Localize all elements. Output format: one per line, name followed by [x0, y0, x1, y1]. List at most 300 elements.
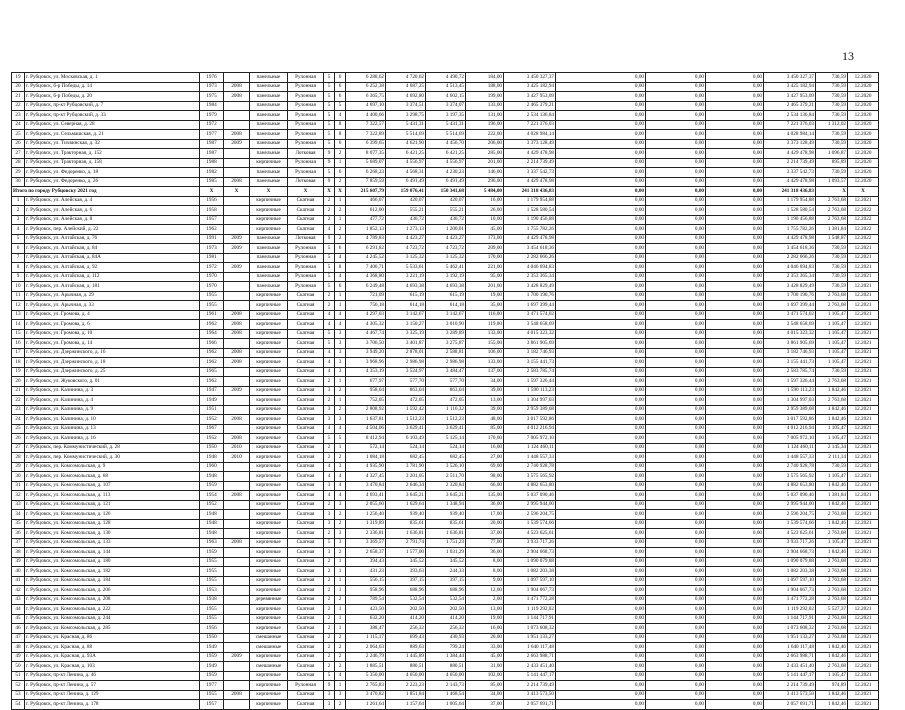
- table-cell: 2 145,34: [816, 443, 848, 453]
- table-cell: г. Рубцовск, ул. Громова, д. 6: [25, 320, 200, 330]
- table-cell: 394,43: [346, 557, 386, 567]
- table-cell: 8,00: [466, 567, 504, 577]
- table-cell: 1 190 456,88: [504, 215, 556, 225]
- table-cell: 0,00: [706, 643, 764, 653]
- table-cell: [224, 73, 250, 83]
- table-cell: 5: [324, 139, 335, 149]
- table-cell: 2008: [224, 358, 250, 368]
- table-cell: 8: [335, 130, 346, 140]
- table-cell: 0,00: [706, 272, 764, 282]
- table-cell: Скатная: [288, 472, 324, 482]
- table-row: [12, 149, 879, 159]
- table-cell: 2 904 668,73: [504, 548, 556, 558]
- table-cell: Скатная: [288, 367, 324, 377]
- table-cell: 0,00: [706, 614, 764, 624]
- table-cell: 0,00: [556, 244, 646, 254]
- table-cell: 1975: [200, 92, 224, 102]
- table-cell: 0,00: [556, 225, 646, 235]
- table-cell: 1 105,47: [816, 671, 848, 681]
- table-cell: 0,00: [556, 586, 646, 596]
- table-cell: 12.2021: [848, 405, 879, 415]
- table-cell: 477,72: [346, 215, 386, 225]
- table-row: [12, 633, 879, 643]
- table-cell: 0,00: [706, 415, 764, 425]
- table-cell: 12.2020: [848, 149, 879, 159]
- table-cell: 1977: [200, 681, 224, 691]
- table-cell: 1 384,44: [426, 652, 466, 662]
- table-cell: 17,00: [466, 510, 504, 520]
- table-cell: 614,18: [386, 301, 426, 311]
- table-cell: 0,00: [556, 310, 646, 320]
- table-cell: 4 012 216,94: [764, 424, 816, 434]
- table-cell: 0,00: [646, 681, 706, 691]
- table-cell: 0,00: [646, 567, 706, 577]
- table-cell: 1962: [200, 348, 224, 358]
- table-cell: 0,00: [646, 320, 706, 330]
- table-cell: 9: [324, 234, 335, 244]
- table-cell: 0,00: [556, 367, 646, 377]
- table-cell: 2008: [224, 415, 250, 425]
- table-cell: г. Рубцовск, ул. Московская, д. 1: [25, 73, 200, 83]
- table-cell: 2 763,68: [816, 662, 848, 672]
- table-cell: 13,00: [466, 605, 504, 615]
- table-cell: 2: [335, 149, 346, 159]
- table-cell: 53: [12, 690, 25, 700]
- table-cell: 1 842,46: [816, 548, 848, 558]
- table-cell: 0,00: [556, 149, 646, 159]
- table-cell: 1 105,47: [816, 434, 848, 444]
- table-cell: 4 621,90: [386, 139, 426, 149]
- table-cell: 3: [335, 529, 346, 539]
- table-cell: г. Рубцовск, ул. Комсомольская, д. 222: [25, 605, 200, 615]
- table-cell: 12,00: [466, 586, 504, 596]
- table-cell: 3 645,21: [386, 491, 426, 501]
- table-cell: 0,00: [556, 130, 646, 140]
- table-cell: 296,00: [466, 177, 504, 187]
- table-cell: 0,00: [556, 662, 646, 672]
- table-cell: [224, 272, 250, 282]
- table-cell: 3 471 574,02: [764, 310, 816, 320]
- table-cell: Рулонная: [288, 101, 324, 111]
- table-cell: 3: [335, 538, 346, 548]
- table-cell: г. Рубцовск, ул. Алтайская, д. 76: [25, 234, 200, 244]
- table-cell: Скатная: [288, 481, 324, 491]
- table-cell: 0,00: [646, 187, 706, 197]
- table-cell: 2 143,73: [426, 681, 466, 691]
- table-cell: 202,50: [426, 605, 466, 615]
- table-cell: 730,59: [816, 111, 848, 121]
- table-cell: 880,51: [386, 662, 426, 672]
- table-row: [12, 244, 879, 254]
- table-cell: 0,00: [706, 130, 764, 140]
- table-row: [12, 253, 879, 263]
- table-cell: 2 740 928,78: [504, 462, 556, 472]
- table-cell: 3 427 953,09: [504, 92, 556, 102]
- table-row: [12, 529, 879, 539]
- table-cell: 2 336,81: [346, 529, 386, 539]
- table-cell: 1959: [200, 652, 224, 662]
- table-cell: 1 852,13: [346, 225, 386, 235]
- table-cell: панельные: [250, 73, 288, 83]
- table-cell: 1 448 557,33: [504, 453, 556, 463]
- table-cell: 3 182 746,93: [764, 348, 816, 358]
- table-cell: 1 116,32: [426, 405, 466, 415]
- table-cell: 2: [324, 196, 335, 206]
- table-cell: 397,15: [386, 576, 426, 586]
- table-cell: г. Рубцовск, ул. Комсомольская, д. 128: [25, 519, 200, 529]
- table-cell: 4: [335, 491, 346, 501]
- table-row: [12, 462, 879, 472]
- table-cell: 1956: [200, 196, 224, 206]
- table-cell: 1 119 292,02: [504, 605, 556, 615]
- table-cell: 2 064,63: [346, 643, 386, 653]
- table-cell: 0,00: [706, 453, 764, 463]
- table-cell: 12.2021: [848, 320, 879, 330]
- table-cell: 4 327,45: [346, 472, 386, 482]
- table-cell: 1 640 117,48: [764, 643, 816, 653]
- table-cell: 4 687,25: [386, 82, 426, 92]
- table-cell: Скатная: [288, 567, 324, 577]
- table-cell: 3 182 746,93: [504, 348, 556, 358]
- table-cell: 5: [324, 329, 335, 339]
- table-row: [12, 424, 879, 434]
- table-cell: 0,00: [646, 472, 706, 482]
- table-cell: 1 105,47: [816, 320, 848, 330]
- table-cell: 31: [12, 481, 25, 491]
- table-cell: 7: [12, 253, 25, 263]
- table-cell: 1 115,17: [346, 633, 386, 643]
- table-cell: г. Рубцовск, ул. Комсомольская, д. 206: [25, 586, 200, 596]
- table-cell: 2 433 451,40: [764, 662, 816, 672]
- table-cell: 4 523 625,61: [504, 529, 556, 539]
- table-cell: г. Рубцовск, ул. Красная, д. 93А: [25, 652, 200, 662]
- table-cell: кирпичные: [250, 567, 288, 577]
- table-cell: 2: [324, 500, 335, 510]
- table-cell: 789,54: [346, 595, 386, 605]
- table-cell: 0,00: [646, 367, 706, 377]
- table-cell: 699,43: [386, 633, 426, 643]
- table-cell: 1: [335, 301, 346, 311]
- table-cell: 1 842,46: [816, 652, 848, 662]
- table-cell: 0,00: [646, 244, 706, 254]
- table-cell: панельные: [250, 272, 288, 282]
- table-cell: 1 105,47: [816, 472, 848, 482]
- table-cell: 12.2020: [848, 120, 879, 130]
- table-cell: 1984: [200, 101, 224, 111]
- table-cell: 1 755 782,26: [504, 225, 556, 235]
- table-cell: 1967: [200, 424, 224, 434]
- table-cell: 1: [12, 196, 25, 206]
- table-cell: 222,00: [466, 130, 504, 140]
- table-cell: 3 010,90: [426, 320, 466, 330]
- table-cell: 3 413 573,50: [764, 690, 816, 700]
- table-cell: 3 150,27: [386, 320, 426, 330]
- table-cell: 0,00: [646, 358, 706, 368]
- table-cell: 6 399,65: [346, 139, 386, 149]
- table-cell: 1987: [200, 149, 224, 159]
- table-cell: 730,59: [816, 92, 848, 102]
- table-cell: 5 484,00: [466, 187, 504, 197]
- table-cell: Скатная: [288, 500, 324, 510]
- table-cell: г. Рубцовск, ул. Комсомольская, д. 180: [25, 557, 200, 567]
- table-cell: 1982: [200, 168, 224, 178]
- table-cell: 730,59: [816, 272, 848, 282]
- table-cell: [224, 472, 250, 482]
- table-cell: Скатная: [288, 225, 324, 235]
- table-cell: 2 995 944,00: [504, 500, 556, 510]
- table-cell: 16,00: [466, 624, 504, 634]
- table-cell: 0,00: [556, 187, 646, 197]
- table-cell: 2: [335, 633, 346, 643]
- table-cell: 21: [12, 386, 25, 396]
- table-cell: 3: [324, 386, 335, 396]
- table-cell: панельные: [250, 168, 288, 178]
- table-cell: 38: [12, 548, 25, 558]
- table-cell: 2 055,60: [346, 500, 386, 510]
- table-cell: 0,00: [556, 443, 646, 453]
- table-cell: 12.2021: [848, 329, 879, 339]
- table-cell: кирпичные: [250, 377, 288, 387]
- table-cell: Скатная: [288, 643, 324, 653]
- table-cell: 12.2021: [848, 272, 879, 282]
- table-cell: 472,05: [426, 396, 466, 406]
- table-cell: 3 471 574,02: [504, 310, 556, 320]
- table-cell: 5 037 090,46: [504, 491, 556, 501]
- table-cell: 4: [335, 320, 346, 330]
- table-cell: 1955: [200, 576, 224, 586]
- table-cell: 12.2021: [848, 415, 879, 425]
- table-cell: Скатная: [288, 206, 324, 216]
- table-cell: 1970: [200, 282, 224, 292]
- table-cell: 41: [12, 576, 25, 586]
- table-cell: Рулонная: [288, 681, 324, 691]
- table-cell: 0,00: [706, 700, 764, 710]
- table-cell: кирпичные: [250, 548, 288, 558]
- table-cell: 5: [324, 73, 335, 83]
- table-cell: г. Рубцовск, ул. Калинина, д. 10: [25, 415, 200, 425]
- table-cell: 32: [12, 491, 25, 501]
- table-cell: 1: [335, 377, 346, 387]
- table-cell: 159 076,41: [386, 187, 426, 197]
- table-cell: 3 373 128,49: [764, 139, 816, 149]
- table-cell: 1965: [200, 367, 224, 377]
- table-cell: 1 751,23: [426, 538, 466, 548]
- table-cell: 39,00: [466, 405, 504, 415]
- table-cell: 5 125,14: [426, 434, 466, 444]
- table-cell: панельные: [250, 282, 288, 292]
- table-cell: 1955: [200, 605, 224, 615]
- table-cell: 3: [335, 348, 346, 358]
- table-cell: г. Рубцовск, ул. Алейская, д. 4: [25, 196, 200, 206]
- table-cell: 12.2020: [848, 168, 879, 178]
- table-cell: [224, 519, 250, 529]
- table-cell: 34: [12, 510, 25, 520]
- table-cell: 1 448 557,33: [764, 453, 816, 463]
- table-cell: 1 842,46: [816, 386, 848, 396]
- table-cell: 0,00: [646, 130, 706, 140]
- table-cell: 37,00: [466, 700, 504, 710]
- table-cell: Скатная: [288, 415, 324, 425]
- table-cell: 48: [12, 643, 25, 653]
- table-cell: 1949: [200, 396, 224, 406]
- table-row: [12, 405, 879, 415]
- table-cell: 2: [335, 595, 346, 605]
- table-cell: г. Рубцовск, ул. Алтайская, д. 92: [25, 263, 200, 273]
- table-cell: 4 720,62: [386, 73, 426, 83]
- table-cell: 1 539 574,66: [764, 519, 816, 529]
- table-cell: 12.2020: [848, 82, 879, 92]
- table-cell: 889,63: [386, 643, 426, 653]
- table-cell: 682,45: [386, 453, 426, 463]
- table-cell: 21: [12, 92, 25, 102]
- table-cell: 1 885,51: [346, 662, 386, 672]
- table-cell: 0,00: [556, 301, 646, 311]
- table-cell: X: [288, 187, 324, 197]
- table-cell: 27,00: [466, 453, 504, 463]
- table-cell: 256,32: [386, 624, 426, 634]
- table-cell: 1 031,29: [426, 548, 466, 558]
- table-cell: 196,00: [466, 120, 504, 130]
- table-cell: г. Рубцовск, ул. Калинина, д. 16: [25, 434, 200, 444]
- table-cell: 4: [324, 367, 335, 377]
- table-cell: 0,00: [706, 310, 764, 320]
- table-cell: 0,00: [556, 652, 646, 662]
- table-cell: 2 763,68: [816, 614, 848, 624]
- table-cell: 26: [12, 434, 25, 444]
- table-cell: 2008: [224, 491, 250, 501]
- table-cell: 677,97: [346, 377, 386, 387]
- table-cell: 106,00: [466, 348, 504, 358]
- table-cell: 1 261,64: [346, 700, 386, 710]
- table-cell: 4 245,52: [346, 253, 386, 263]
- table-cell: 730,59: [816, 263, 848, 273]
- table-cell: 466,07: [346, 196, 386, 206]
- table-cell: 6: [335, 92, 346, 102]
- table-cell: 1 073 608,32: [764, 624, 816, 634]
- table-cell: 4: [335, 472, 346, 482]
- table-cell: г. Рубцовск, ул. Калинина, д. 4: [25, 396, 200, 406]
- table-cell: 2008: [224, 92, 250, 102]
- table-cell: г. Рубцовск, ул. Комсомольская, д. 113: [25, 491, 200, 501]
- table-cell: Скатная: [288, 320, 324, 330]
- table-cell: Рулонная: [288, 263, 324, 273]
- table-cell: 4 012 216,94: [504, 424, 556, 434]
- table-cell: 1 590 113,23: [764, 386, 816, 396]
- table-cell: Скатная: [288, 491, 324, 501]
- table-cell: 12.2021: [848, 614, 879, 624]
- table-cell: 2: [335, 662, 346, 672]
- table-cell: [224, 662, 250, 672]
- table-row: [12, 557, 879, 567]
- table-cell: 5: [324, 101, 335, 111]
- table-cell: 3: [335, 415, 346, 425]
- table-cell: г. Рубцовск, ул. Комсомольская, д. 126: [25, 510, 200, 520]
- table-cell: 1 124 460,11: [764, 443, 816, 453]
- table-cell: 2 763,68: [816, 396, 848, 406]
- table-row: [12, 434, 879, 444]
- table-cell: 2 763,68: [816, 215, 848, 225]
- table-cell: 1 951 133,27: [504, 633, 556, 643]
- table-cell: г. Рубцовск, ул. Красная, д. 86: [25, 633, 200, 643]
- table-cell: 730,59: [816, 82, 848, 92]
- table-cell: 5: [324, 120, 335, 130]
- table-cell: г. Рубцовск, б-р Победы, д. 20: [25, 92, 200, 102]
- table-cell: 2 465 379,21: [764, 101, 816, 111]
- table-cell: г. Рубцовск, ул. Федоренко, д. 18: [25, 168, 200, 178]
- table-cell: г. Рубцовск, ул. Комсомольская, д. 285: [25, 624, 200, 634]
- table-cell: X: [816, 187, 848, 197]
- table-cell: 5 141 447,17: [504, 671, 556, 681]
- table-cell: 1976: [200, 73, 224, 83]
- table-cell: 3: [324, 481, 335, 491]
- table-cell: 2010: [224, 453, 250, 463]
- table-cell: 1 842,46: [816, 700, 848, 710]
- table-cell: 0,00: [706, 500, 764, 510]
- table-cell: 0,00: [706, 443, 764, 453]
- table-cell: Скатная: [288, 586, 324, 596]
- table-cell: 3: [324, 690, 335, 700]
- table-cell: 12.2021: [848, 443, 879, 453]
- table-cell: 2: [324, 643, 335, 653]
- table-cell: 1 842,46: [816, 519, 848, 529]
- table-cell: 2 214 739,49: [504, 158, 556, 168]
- table-cell: 730,59: [816, 367, 848, 377]
- page-number: 13: [842, 49, 854, 63]
- table-cell: Рулонная: [288, 120, 324, 130]
- table-cell: 2 763,68: [816, 595, 848, 605]
- table-cell: 730,59: [816, 139, 848, 149]
- table-row: [12, 158, 879, 168]
- table-cell: 2 763,68: [816, 557, 848, 567]
- table-cell: 0,00: [646, 396, 706, 406]
- table-row: [12, 595, 879, 605]
- table-cell: 2: [324, 291, 335, 301]
- table-cell: 958,04: [346, 386, 386, 396]
- table-cell: г. Рубцовск, ул. Тракторная, д. 158: [25, 158, 200, 168]
- table-cell: 730,59: [816, 130, 848, 140]
- table-cell: 0,00: [646, 73, 706, 83]
- table-cell: 1962: [200, 358, 224, 368]
- table-cell: 2 808,92: [346, 405, 386, 415]
- table-cell: 42: [12, 586, 25, 596]
- table-cell: 4: [324, 491, 335, 501]
- table-cell: 1964: [200, 329, 224, 339]
- table-cell: 3 425 182,94: [764, 82, 816, 92]
- table-cell: 1 273,13: [386, 225, 426, 235]
- table-cell: 1 842,46: [816, 690, 848, 700]
- table-cell: 0,00: [706, 358, 764, 368]
- table-cell: [224, 120, 250, 130]
- table-cell: 1952: [200, 415, 224, 425]
- table-cell: 4: [335, 111, 346, 121]
- table-cell: 188,00: [466, 82, 504, 92]
- table-cell: кирпичные: [250, 576, 288, 586]
- table-cell: 0,00: [556, 690, 646, 700]
- table-cell: 36: [12, 529, 25, 539]
- table-cell: 4 568,31: [386, 168, 426, 178]
- table-cell: Скатная: [288, 434, 324, 444]
- table-cell: 0,00: [706, 529, 764, 539]
- table-cell: 8,00: [466, 557, 504, 567]
- table-cell: 1 144 717,91: [504, 614, 556, 624]
- table-cell: 3: [335, 358, 346, 368]
- table-cell: Скатная: [288, 548, 324, 558]
- table-cell: 1970: [200, 272, 224, 282]
- table-cell: 2 534 136,84: [764, 111, 816, 121]
- table-cell: 2 995 944,00: [764, 500, 816, 510]
- table-cell: 0,00: [706, 329, 764, 339]
- table-cell: 19: [12, 367, 25, 377]
